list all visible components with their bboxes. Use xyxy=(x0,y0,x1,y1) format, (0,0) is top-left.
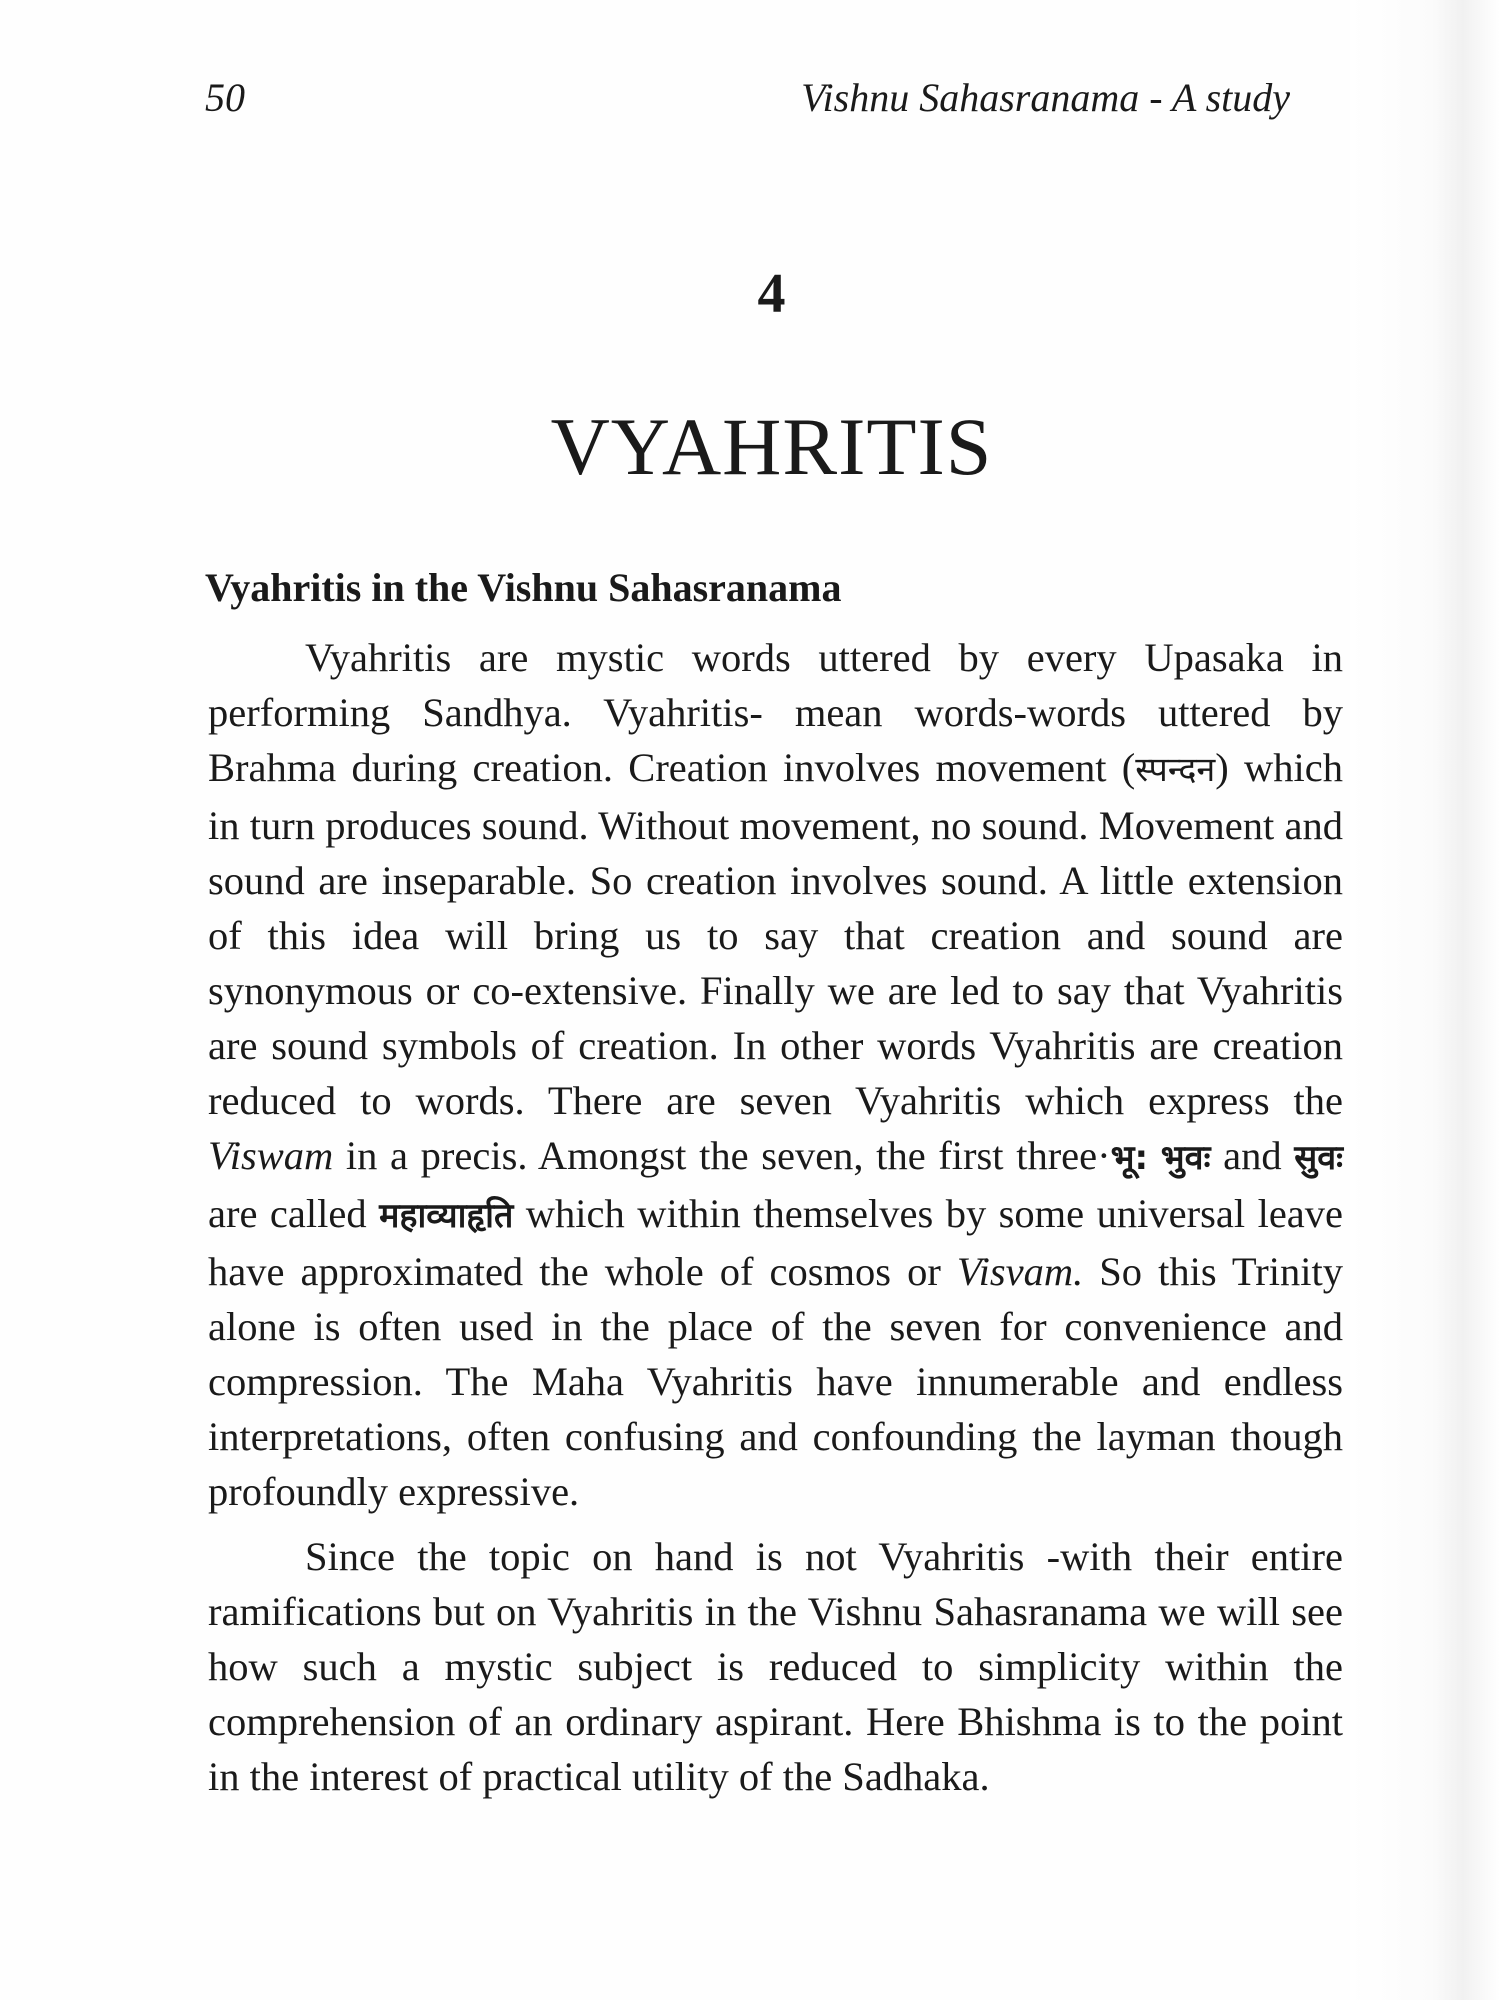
paragraph-1-text-c: in a precis. Amongst the seven, the first three· xyxy=(333,1133,1111,1178)
section-heading: Vyahritis in the Vishnu Sahasranama xyxy=(205,565,842,610)
paragraph-2: Since the topic on hand is not Vyahritis -with their entire ramifications but on Vyahritis in the Vishnu Sahasranama we will see how such a mystic subject is reduced to simplicity within the comprehension of an ordinary aspirant. Here Bhishma is to the point in the interest of practical utility of the Sadhaka. xyxy=(208,1534,1343,1799)
devanagari-mahavyahriti: महाव्याहृति xyxy=(379,1196,514,1236)
running-title: Vishnu Sahasranama - A study xyxy=(801,75,1290,120)
devanagari-bhuvah: भुवः xyxy=(1160,1138,1211,1178)
paragraph-1-text-b: ) which in turn produces sound. Without movement, no sound. Movement and sound are inseparable. So creation involves sound. A little extension of this idea will bring us to say that creation and sound are synonymous or co-extensive. Finally we are led to say that Vyahritis are sound symbols of creation. In other words Vyahritis are creation reduced to words. There are seven Vyahritis which express the xyxy=(208,745,1343,1123)
body-text xyxy=(208,630,1343,1804)
paragraph-1-text-g: So this Trinity alone is often used in the place of the seven for convenience and compression. The Maha Vyahritis have innumerable and endless interpretations, often confusing and confounding the layman though profoundly expressive. xyxy=(208,1249,1343,1514)
devanagari-suvah: सुवः xyxy=(1294,1138,1344,1178)
paragraph-1-space xyxy=(1148,1133,1161,1178)
paragraph-1-text-d: and xyxy=(1210,1133,1295,1178)
paragraph-1-text-e: are called xyxy=(208,1191,380,1236)
devanagari-bhuh: भू: xyxy=(1110,1138,1149,1178)
paragraph-1-text-f: which within themselves by some universal leave have approximated the whole of cosmos or xyxy=(208,1191,1344,1294)
paragraph-1-text-a: Vyahritis are mystic words uttered by every Upasaka in performing Sandhya. Vyahritis- mean words-words uttered by Brahma during creation. Creation involves movement ( xyxy=(208,635,1343,790)
page-number: 50 xyxy=(205,75,245,120)
chapter-number: 4 xyxy=(757,263,786,325)
chapter-title: VYAHRITIS xyxy=(550,401,993,492)
running-head xyxy=(205,74,1290,134)
italic-visvam: Visvam. xyxy=(956,1249,1084,1294)
devanagari-spandana: स्पन्दन xyxy=(1135,750,1216,790)
paragraph-1 xyxy=(208,630,1343,1519)
italic-viswam: Viswam xyxy=(208,1133,334,1178)
